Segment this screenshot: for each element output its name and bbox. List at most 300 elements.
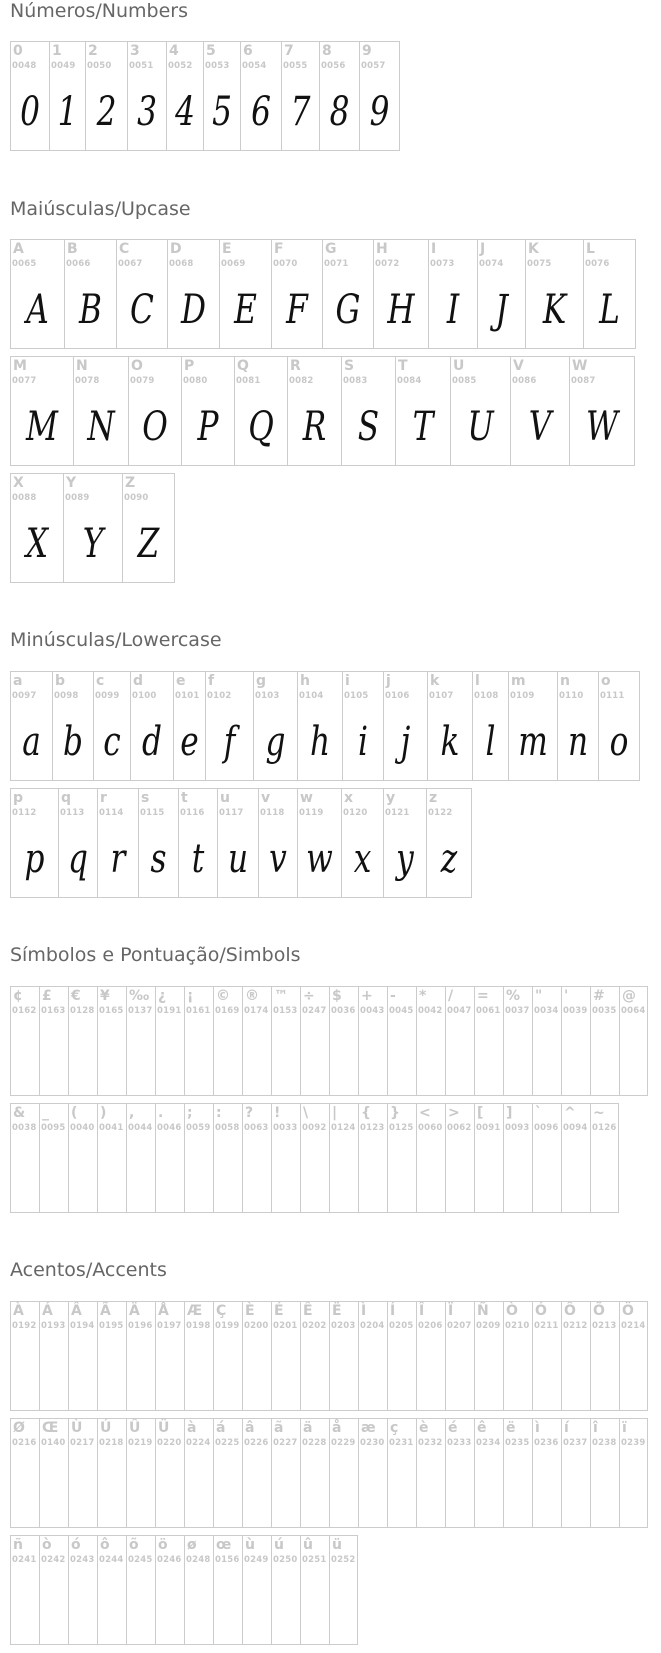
glyph-char-label: í bbox=[564, 1420, 569, 1436]
glyph-char-label: m bbox=[511, 673, 526, 689]
glyph-char-label: î bbox=[593, 1420, 598, 1436]
section-title-upcase: Maiúsculas/Upcase bbox=[10, 198, 191, 220]
glyph-cell bbox=[472, 671, 509, 781]
glyph-cell bbox=[532, 1103, 562, 1213]
glyph-preview: X bbox=[25, 521, 49, 567]
glyph-cell bbox=[532, 986, 562, 1096]
glyph-cell bbox=[590, 1418, 620, 1528]
glyph-cell bbox=[341, 356, 396, 466]
glyph-cell bbox=[213, 986, 243, 1096]
glyph-char-label: e bbox=[176, 673, 186, 689]
glyph-char-label: B bbox=[67, 241, 78, 257]
glyph-char-label: D bbox=[170, 241, 182, 257]
glyph-cell bbox=[49, 41, 86, 151]
glyph-code-label: 0096 bbox=[534, 1123, 559, 1133]
glyph-code-label: 0249 bbox=[244, 1555, 269, 1565]
glyph-code-label: 0058 bbox=[215, 1123, 240, 1133]
glyph-char-label: 6 bbox=[243, 43, 253, 59]
glyph-code-label: 0089 bbox=[65, 493, 90, 503]
glyph-cell bbox=[329, 986, 359, 1096]
glyph-char-label: x bbox=[344, 790, 354, 806]
glyph-cell bbox=[184, 1301, 214, 1411]
glyph-char-label: b bbox=[55, 673, 66, 689]
glyph-cell bbox=[300, 1418, 330, 1528]
glyph-code-label: 0098 bbox=[54, 691, 79, 701]
upcase-row-3 bbox=[10, 473, 174, 583]
glyph-char-label: Ã bbox=[100, 1303, 111, 1319]
glyph-code-label: 0109 bbox=[510, 691, 535, 701]
glyph-char-label: @ bbox=[622, 988, 636, 1004]
glyph-code-label: 0199 bbox=[215, 1321, 240, 1331]
glyph-code-label: 0074 bbox=[479, 259, 504, 269]
glyph-preview: d bbox=[142, 719, 162, 765]
glyph-cell bbox=[561, 986, 591, 1096]
glyph-code-label: 0083 bbox=[343, 376, 368, 386]
glyph-code-label: 0245 bbox=[128, 1555, 153, 1565]
glyph-code-label: 0037 bbox=[505, 1006, 530, 1016]
glyph-char-label: Œ bbox=[42, 1420, 59, 1436]
glyph-code-label: 0043 bbox=[360, 1006, 385, 1016]
glyph-code-label: 0247 bbox=[302, 1006, 327, 1016]
glyph-cell bbox=[474, 1103, 504, 1213]
glyph-code-label: 0105 bbox=[344, 691, 369, 701]
glyph-code-label: 0162 bbox=[12, 1006, 37, 1016]
glyph-preview: l bbox=[485, 719, 496, 765]
glyph-cell bbox=[58, 788, 98, 898]
glyph-cell bbox=[253, 671, 298, 781]
glyph-char-label: g bbox=[256, 673, 267, 689]
glyph-cell bbox=[383, 671, 428, 781]
glyph-char-label: ö bbox=[158, 1537, 168, 1553]
glyph-code-label: 0107 bbox=[429, 691, 454, 701]
glyph-cell bbox=[217, 788, 259, 898]
glyph-char-label: r bbox=[100, 790, 107, 806]
glyph-code-label: 0219 bbox=[128, 1438, 153, 1448]
glyph-code-label: 0085 bbox=[452, 376, 477, 386]
glyph-cell bbox=[373, 239, 429, 349]
glyph-code-label: 0239 bbox=[621, 1438, 646, 1448]
glyph-cell bbox=[155, 1418, 185, 1528]
glyph-char-label: â bbox=[245, 1420, 255, 1436]
glyph-cell bbox=[319, 41, 360, 151]
glyph-cell bbox=[271, 1301, 301, 1411]
glyph-code-label: 0033 bbox=[273, 1123, 298, 1133]
glyph-preview: 1 bbox=[57, 89, 78, 135]
glyph-cell bbox=[300, 986, 330, 1096]
glyph-preview: 8 bbox=[329, 89, 350, 135]
glyph-char-label: ™ bbox=[274, 988, 288, 1004]
glyph-code-label: 0124 bbox=[331, 1123, 356, 1133]
glyph-cell bbox=[590, 1301, 620, 1411]
glyph-char-label: & bbox=[13, 1105, 26, 1121]
glyph-char-label: Ö bbox=[622, 1303, 634, 1319]
glyph-char-label: à bbox=[187, 1420, 197, 1436]
glyph-char-label: < bbox=[419, 1105, 431, 1121]
glyph-cell bbox=[10, 671, 53, 781]
glyph-cell bbox=[387, 1103, 417, 1213]
glyph-cell bbox=[428, 239, 478, 349]
glyph-preview: w bbox=[306, 836, 333, 882]
glyph-char-label: ¿ bbox=[158, 988, 167, 1004]
glyph-char-label: 8 bbox=[322, 43, 332, 59]
glyph-preview: M bbox=[26, 404, 58, 450]
glyph-preview: C bbox=[130, 287, 154, 333]
glyph-code-label: 0049 bbox=[51, 61, 76, 71]
glyph-code-label: 0054 bbox=[242, 61, 267, 71]
glyph-char-label: X bbox=[13, 475, 24, 491]
glyph-cell bbox=[242, 1535, 272, 1645]
glyph-cell bbox=[203, 41, 241, 151]
glyph-char-label: Æ bbox=[187, 1303, 203, 1319]
glyph-code-label: 0252 bbox=[331, 1555, 356, 1565]
glyph-cell bbox=[10, 473, 64, 583]
glyph-code-label: 0192 bbox=[12, 1321, 37, 1331]
glyph-cell bbox=[598, 671, 640, 781]
glyph-code-label: 0214 bbox=[621, 1321, 646, 1331]
glyph-cell bbox=[219, 239, 272, 349]
glyph-char-label: Ù bbox=[71, 1420, 83, 1436]
glyph-cell bbox=[450, 356, 511, 466]
glyph-cell bbox=[85, 41, 128, 151]
glyph-preview: I bbox=[446, 287, 460, 333]
glyph-char-label: Z bbox=[125, 475, 136, 491]
glyph-code-label: 0108 bbox=[474, 691, 499, 701]
glyph-preview: H bbox=[387, 287, 415, 333]
glyph-char-label: 9 bbox=[362, 43, 372, 59]
glyph-cell bbox=[97, 1418, 127, 1528]
glyph-cell bbox=[341, 788, 384, 898]
glyph-code-label: 0059 bbox=[186, 1123, 211, 1133]
glyph-char-label: > bbox=[448, 1105, 460, 1121]
glyph-cell bbox=[184, 1535, 214, 1645]
glyph-char-label: Ç bbox=[216, 1303, 227, 1319]
glyph-char-label: è bbox=[419, 1420, 429, 1436]
glyph-char-label: 4 bbox=[169, 43, 179, 59]
glyph-code-label: 0075 bbox=[527, 259, 552, 269]
glyph-cell bbox=[297, 671, 343, 781]
glyph-char-label: ¡ bbox=[187, 988, 194, 1004]
glyph-cell bbox=[240, 41, 282, 151]
glyph-preview: P bbox=[197, 404, 219, 450]
glyph-code-label: 0218 bbox=[99, 1438, 124, 1448]
glyph-code-label: 0079 bbox=[130, 376, 155, 386]
glyph-char-label: õ bbox=[129, 1537, 139, 1553]
glyph-char-label: Î bbox=[419, 1303, 425, 1319]
glyph-cell bbox=[213, 1103, 243, 1213]
glyph-code-label: 0244 bbox=[99, 1555, 124, 1565]
glyph-code-label: 0126 bbox=[592, 1123, 617, 1133]
glyph-char-label: . bbox=[158, 1105, 164, 1121]
glyph-code-label: 0161 bbox=[186, 1006, 211, 1016]
glyph-char-label: É bbox=[274, 1303, 284, 1319]
glyph-char-label: " bbox=[535, 988, 543, 1004]
glyph-cell bbox=[173, 671, 206, 781]
glyph-cell bbox=[358, 986, 388, 1096]
glyph-char-label: / bbox=[448, 988, 454, 1004]
glyph-preview: T bbox=[412, 404, 434, 450]
glyph-char-label: n bbox=[560, 673, 570, 689]
glyph-preview: f bbox=[223, 719, 236, 765]
numbers-row-1 bbox=[10, 41, 399, 151]
glyph-preview: u bbox=[227, 836, 249, 882]
glyph-code-label: 0209 bbox=[476, 1321, 501, 1331]
glyph-cell bbox=[503, 986, 533, 1096]
glyph-code-label: 0093 bbox=[505, 1123, 530, 1133]
glyph-code-label: 0078 bbox=[75, 376, 100, 386]
glyph-code-label: 0051 bbox=[129, 61, 154, 71]
glyph-code-label: 0165 bbox=[99, 1006, 124, 1016]
glyph-preview: R bbox=[302, 404, 327, 450]
glyph-char-label: Ø bbox=[13, 1420, 25, 1436]
glyph-cell bbox=[10, 1301, 40, 1411]
glyph-char-label: ø bbox=[187, 1537, 197, 1553]
glyph-char-label: | bbox=[332, 1105, 338, 1121]
glyph-char-label: Ó bbox=[535, 1303, 547, 1319]
glyph-preview: E bbox=[234, 287, 257, 333]
glyph-code-label: 0243 bbox=[70, 1555, 95, 1565]
glyph-cell bbox=[300, 1535, 330, 1645]
glyph-cell bbox=[287, 356, 342, 466]
glyph-code-label: 0242 bbox=[41, 1555, 66, 1565]
glyph-code-label: 0217 bbox=[70, 1438, 95, 1448]
glyph-code-label: 0050 bbox=[87, 61, 112, 71]
glyph-char-label: W bbox=[572, 358, 588, 374]
glyph-code-label: 0233 bbox=[447, 1438, 472, 1448]
glyph-char-label: Â bbox=[71, 1303, 82, 1319]
glyph-preview: v bbox=[269, 836, 287, 882]
glyph-code-label: 0169 bbox=[215, 1006, 240, 1016]
glyph-preview: 5 bbox=[212, 89, 232, 135]
glyph-char-label: U bbox=[453, 358, 465, 374]
glyph-cell bbox=[510, 356, 570, 466]
glyph-code-label: 0231 bbox=[389, 1438, 414, 1448]
glyph-char-label: ÷ bbox=[303, 988, 315, 1004]
glyph-char-label: ¥ bbox=[100, 988, 110, 1004]
glyph-preview: F bbox=[286, 287, 308, 333]
symbols-row-2 bbox=[10, 1103, 618, 1213]
glyph-code-label: 0197 bbox=[157, 1321, 182, 1331]
glyph-cell bbox=[525, 239, 584, 349]
glyph-char-label: Ü bbox=[158, 1420, 170, 1436]
glyph-code-label: 0248 bbox=[186, 1555, 211, 1565]
glyph-preview: g bbox=[265, 719, 286, 765]
glyph-cell bbox=[271, 986, 301, 1096]
glyph-cell bbox=[358, 1301, 388, 1411]
glyph-cell bbox=[271, 239, 323, 349]
glyph-preview: i bbox=[358, 719, 368, 765]
glyph-cell bbox=[329, 1535, 358, 1645]
glyph-cell bbox=[583, 239, 636, 349]
glyph-cell bbox=[155, 1535, 185, 1645]
glyph-char-label: Á bbox=[42, 1303, 53, 1319]
glyph-code-label: 0044 bbox=[128, 1123, 153, 1133]
glyph-code-label: 0040 bbox=[70, 1123, 95, 1133]
glyph-preview: V bbox=[528, 404, 552, 450]
lowercase-row-1 bbox=[10, 671, 639, 781]
glyph-char-label: ~ bbox=[593, 1105, 605, 1121]
glyph-code-label: 0064 bbox=[621, 1006, 646, 1016]
glyph-code-label: 0200 bbox=[244, 1321, 269, 1331]
glyph-cell bbox=[10, 41, 50, 151]
glyph-char-label: œ bbox=[216, 1537, 232, 1553]
glyph-preview: r bbox=[110, 836, 126, 882]
glyph-code-label: 0056 bbox=[321, 61, 346, 71]
glyph-cell bbox=[155, 1301, 185, 1411]
glyph-cell bbox=[300, 1301, 330, 1411]
glyph-cell bbox=[97, 1301, 127, 1411]
glyph-cell bbox=[126, 1418, 156, 1528]
glyph-char-label: o bbox=[601, 673, 611, 689]
glyph-cell bbox=[427, 671, 473, 781]
glyph-char-label: Ê bbox=[303, 1303, 313, 1319]
glyph-cell bbox=[126, 1535, 156, 1645]
glyph-preview: Z bbox=[137, 521, 160, 567]
glyph-code-label: 0073 bbox=[430, 259, 455, 269]
glyph-char-label: , bbox=[129, 1105, 135, 1121]
glyph-cell bbox=[68, 1301, 98, 1411]
glyph-char-label: © bbox=[216, 988, 230, 1004]
glyph-cell bbox=[116, 239, 168, 349]
glyph-code-label: 0055 bbox=[283, 61, 308, 71]
glyph-code-label: 0137 bbox=[128, 1006, 153, 1016]
glyph-code-label: 0034 bbox=[534, 1006, 559, 1016]
glyph-char-label: q bbox=[61, 790, 72, 806]
glyph-code-label: 0053 bbox=[205, 61, 230, 71]
glyph-char-label: u bbox=[220, 790, 230, 806]
glyph-code-label: 0106 bbox=[385, 691, 410, 701]
glyph-char-label: C bbox=[119, 241, 130, 257]
glyph-cell bbox=[503, 1301, 533, 1411]
glyph-cell bbox=[122, 473, 175, 583]
glyph-char-label: ô bbox=[100, 1537, 110, 1553]
glyph-cell bbox=[52, 671, 94, 781]
glyph-cell bbox=[395, 356, 451, 466]
glyph-char-label: F bbox=[274, 241, 284, 257]
glyph-char-label: ç bbox=[390, 1420, 399, 1436]
glyph-char-label: k bbox=[430, 673, 440, 689]
glyph-code-label: 0224 bbox=[186, 1438, 211, 1448]
glyph-char-label: : bbox=[216, 1105, 222, 1121]
glyph-cell bbox=[358, 1418, 388, 1528]
glyph-code-label: 0234 bbox=[476, 1438, 501, 1448]
glyph-char-label: y bbox=[386, 790, 396, 806]
glyph-preview: 0 bbox=[20, 89, 40, 135]
glyph-cell bbox=[387, 1301, 417, 1411]
glyph-cell bbox=[10, 1418, 40, 1528]
glyph-code-label: 0140 bbox=[41, 1438, 66, 1448]
glyph-cell bbox=[619, 986, 648, 1096]
glyph-cell bbox=[68, 1103, 98, 1213]
glyph-cell bbox=[569, 356, 635, 466]
glyph-char-label: ! bbox=[274, 1105, 281, 1121]
glyph-char-label: } bbox=[390, 1105, 400, 1121]
glyph-cell bbox=[271, 1418, 301, 1528]
glyph-preview: 2 bbox=[96, 89, 117, 135]
glyph-preview: m bbox=[518, 719, 548, 765]
glyph-cell bbox=[10, 1535, 40, 1645]
accents-row-1 bbox=[10, 1301, 647, 1411]
glyph-cell bbox=[508, 671, 558, 781]
glyph-char-label: c bbox=[96, 673, 105, 689]
glyph-code-label: 0104 bbox=[299, 691, 324, 701]
glyph-code-label: 0080 bbox=[183, 376, 208, 386]
glyph-code-label: 0047 bbox=[447, 1006, 472, 1016]
glyph-cell bbox=[445, 1418, 475, 1528]
glyph-char-label: f bbox=[208, 673, 215, 689]
glyph-cell bbox=[387, 1418, 417, 1528]
glyph-char-label: M bbox=[13, 358, 27, 374]
glyph-code-label: 0202 bbox=[302, 1321, 327, 1331]
glyph-code-label: 0061 bbox=[476, 1006, 501, 1016]
glyph-code-label: 0227 bbox=[273, 1438, 298, 1448]
glyph-cell bbox=[532, 1418, 562, 1528]
glyph-cell bbox=[97, 986, 127, 1096]
glyph-char-label: i bbox=[345, 673, 350, 689]
glyph-code-label: 0100 bbox=[132, 691, 157, 701]
glyph-code-label: 0174 bbox=[244, 1006, 269, 1016]
glyph-char-label: { bbox=[361, 1105, 371, 1121]
glyph-char-label: * bbox=[419, 988, 427, 1004]
glyph-code-label: 0225 bbox=[215, 1438, 240, 1448]
glyph-code-label: 0251 bbox=[302, 1555, 327, 1565]
glyph-code-label: 0125 bbox=[389, 1123, 414, 1133]
symbols-row-1 bbox=[10, 986, 647, 1096]
glyph-cell bbox=[10, 788, 59, 898]
glyph-cell bbox=[181, 356, 235, 466]
glyph-cell bbox=[416, 986, 446, 1096]
glyph-cell bbox=[503, 1418, 533, 1528]
glyph-cell bbox=[184, 1103, 214, 1213]
glyph-char-label: Q bbox=[237, 358, 249, 374]
glyph-code-label: 0052 bbox=[168, 61, 193, 71]
glyph-code-label: 0201 bbox=[273, 1321, 298, 1331]
glyph-code-label: 0203 bbox=[331, 1321, 356, 1331]
glyph-cell bbox=[10, 356, 74, 466]
glyph-cell bbox=[130, 671, 174, 781]
glyph-code-label: 0212 bbox=[563, 1321, 588, 1331]
glyph-cell bbox=[242, 1418, 272, 1528]
glyph-preview: L bbox=[599, 287, 620, 333]
glyph-code-label: 0216 bbox=[12, 1438, 37, 1448]
glyph-preview: S bbox=[357, 404, 380, 450]
glyph-code-label: 0237 bbox=[563, 1438, 588, 1448]
glyph-char-label: V bbox=[513, 358, 524, 374]
glyph-char-label: T bbox=[398, 358, 408, 374]
glyph-char-label: 7 bbox=[284, 43, 294, 59]
glyph-code-label: 0153 bbox=[273, 1006, 298, 1016]
glyph-code-label: 0090 bbox=[124, 493, 149, 503]
glyph-preview: N bbox=[87, 404, 115, 450]
glyph-code-label: 0195 bbox=[99, 1321, 124, 1331]
glyph-char-label: 1 bbox=[52, 43, 62, 59]
glyph-cell bbox=[258, 788, 298, 898]
glyph-cell bbox=[10, 986, 40, 1096]
glyph-char-label: s bbox=[141, 790, 150, 806]
glyph-code-label: 0062 bbox=[447, 1123, 472, 1133]
glyph-code-label: 0193 bbox=[41, 1321, 66, 1331]
glyph-char-label: å bbox=[332, 1420, 342, 1436]
glyph-cell bbox=[477, 239, 526, 349]
glyph-cell bbox=[426, 788, 472, 898]
glyph-char-label: ï bbox=[622, 1420, 627, 1436]
glyph-cell bbox=[126, 1301, 156, 1411]
glyph-code-label: 0115 bbox=[140, 808, 165, 818]
glyph-cell bbox=[532, 1301, 562, 1411]
glyph-code-label: 0077 bbox=[12, 376, 37, 386]
glyph-preview: U bbox=[467, 404, 494, 450]
accents-row-3 bbox=[10, 1535, 357, 1645]
glyph-cell bbox=[445, 986, 475, 1096]
